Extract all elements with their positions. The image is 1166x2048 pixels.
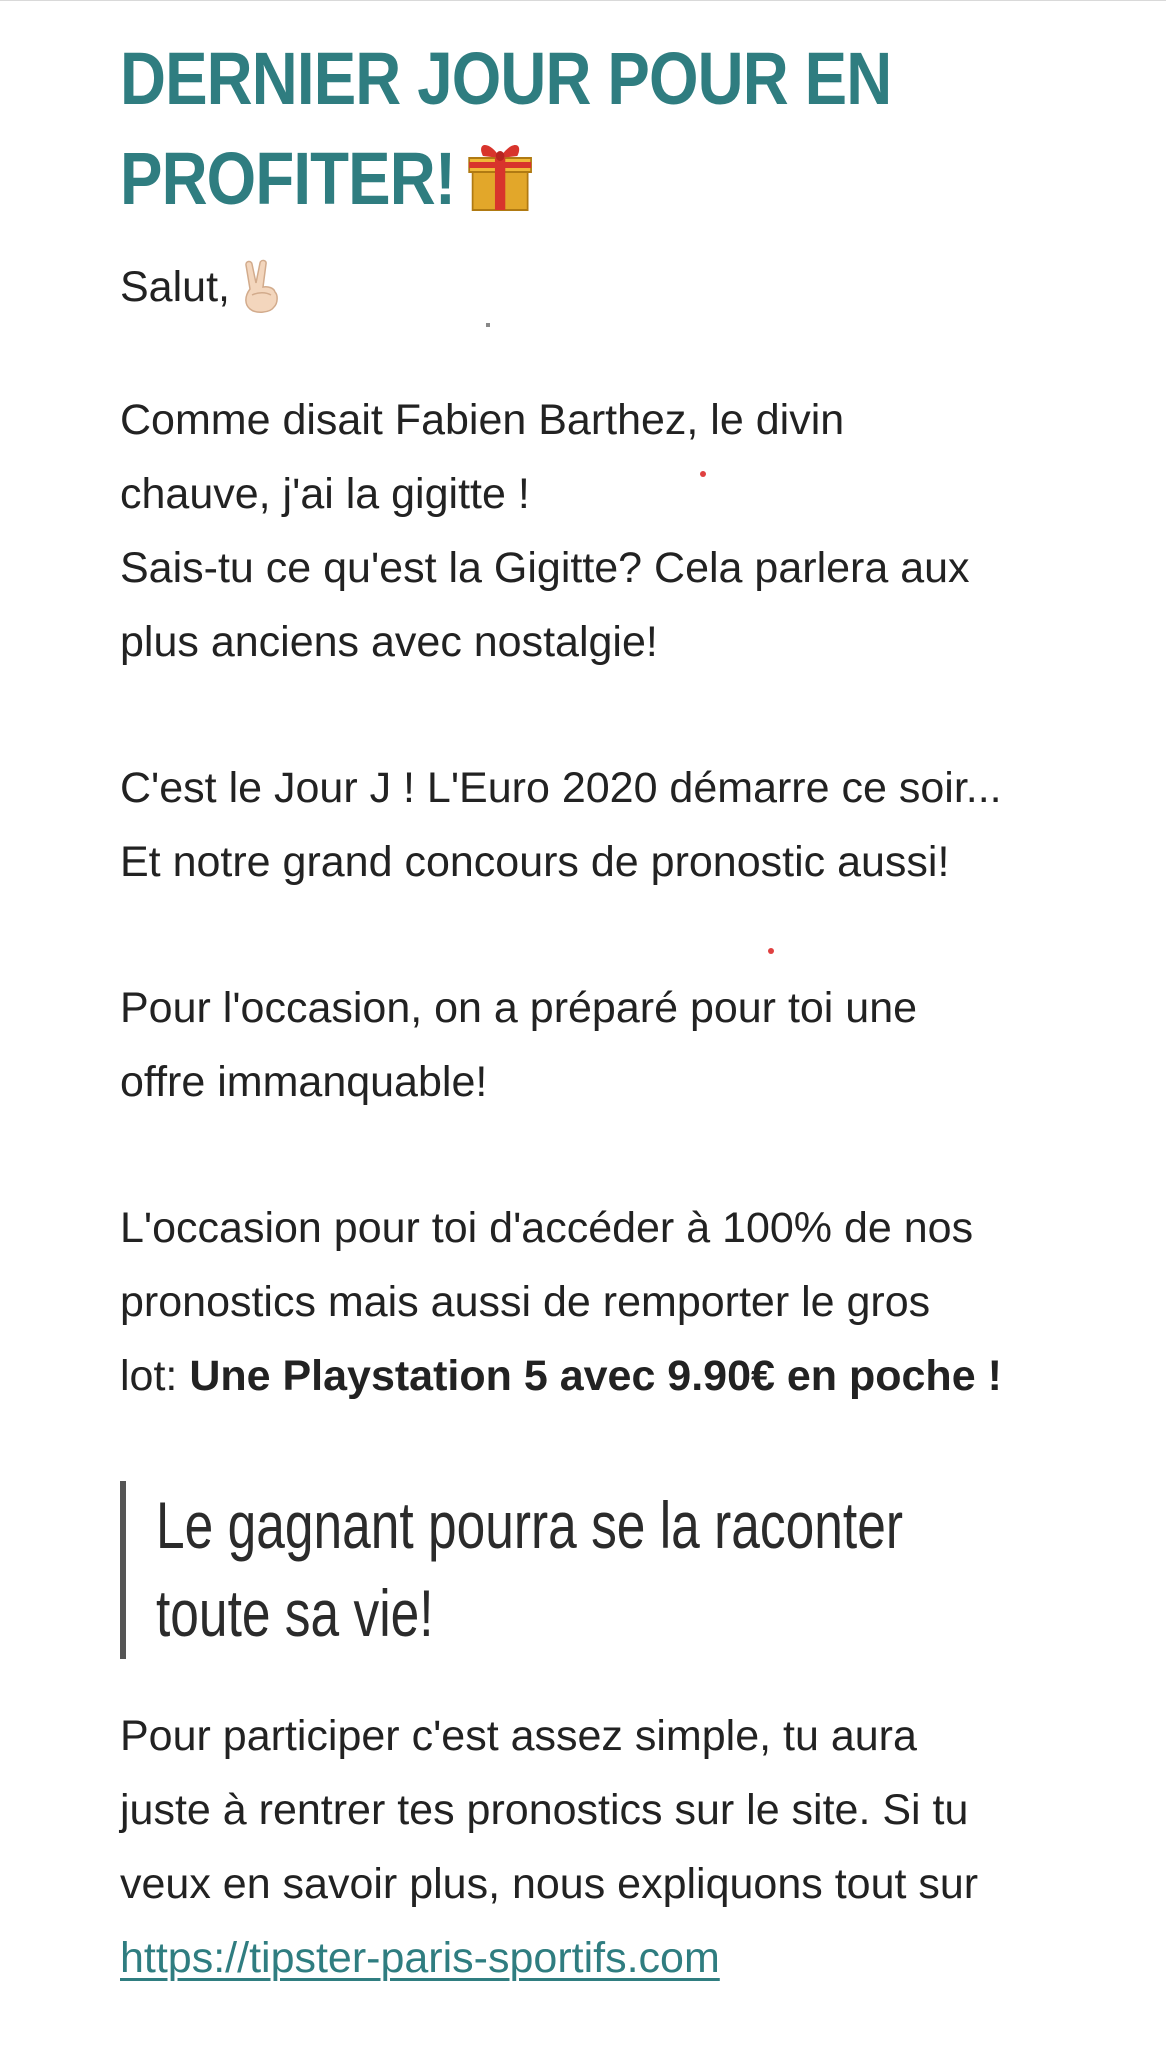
headline-line-2-wrap <box>120 129 963 229</box>
paragraph-prize-line-2: pronostics mais aussi de remporter le gros <box>120 1278 931 1326</box>
paragraph-intro-line-4: plus anciens avec nostalgie! <box>120 618 658 666</box>
paragraph-offer-line-2: offre immanquable! <box>120 1058 488 1106</box>
paragraph-euro-line-1: C'est le Jour J ! L'Euro 2020 démarre ce soir... <box>120 764 1002 812</box>
red-dot-marker <box>768 948 774 954</box>
headline <box>120 29 963 229</box>
paragraph-prize <box>120 1191 1080 1413</box>
paragraph-euro-line-2: Et notre grand concours de pronostic aussi! <box>120 838 950 886</box>
red-dot-marker <box>700 471 706 477</box>
paragraph-intro-line-1: Comme disait Fabien Barthez, le divin <box>120 396 845 444</box>
email-body <box>120 29 1080 1995</box>
redacted-name-mark <box>486 323 490 327</box>
paragraph-euro <box>120 751 1080 899</box>
paragraph-intro-line-3: Sais-tu ce qu'est la Gigitte? Cela parlera aux <box>120 544 970 592</box>
blockquote-text <box>156 1481 936 1657</box>
prize-highlight: Une Playstation 5 avec 9.90€ en poche ! <box>189 1352 1002 1400</box>
paragraph-participate-line-3: veux en savoir plus, nous expliquons tout sur <box>120 1860 979 1908</box>
paragraph-offer-line-1: Pour l'occasion, on a préparé pour toi une <box>120 984 918 1032</box>
paragraph-participate-line-4 <box>120 1921 1080 1995</box>
paragraph-participate-line-1: Pour participer c'est assez simple, tu aura <box>120 1712 917 1760</box>
greeting <box>120 259 1080 315</box>
greeting-text: Salut, <box>120 263 230 311</box>
prize-prefix: lot: <box>120 1352 190 1400</box>
blockquote-line-1: Le gagnant pourra se la raconter <box>156 1488 903 1562</box>
paragraph-participate <box>120 1699 1080 1995</box>
site-link[interactable]: https://tipster-paris-sportifs.com <box>120 1934 720 1982</box>
paragraph-participate-line-2: juste à rentrer tes pronostics sur le site. Si tu <box>120 1786 969 1834</box>
headline-line-1: DERNIER JOUR POUR EN <box>120 37 892 120</box>
paragraph-prize-line-1: L'occasion pour toi d'accéder à 100% de nos <box>120 1204 974 1252</box>
paragraph-offer <box>120 971 1080 1119</box>
gift-icon <box>464 132 536 216</box>
blockquote-line-2: toute sa vie! <box>156 1576 434 1650</box>
paragraph-prize-line-3 <box>120 1339 1080 1413</box>
paragraph-intro-line-2: chauve, j'ai la gigitte ! <box>120 470 530 518</box>
peace-hand-icon <box>234 259 286 315</box>
paragraph-intro <box>120 383 1080 679</box>
blockquote <box>120 1481 1080 1659</box>
headline-line-2: PROFITER! <box>120 137 456 220</box>
